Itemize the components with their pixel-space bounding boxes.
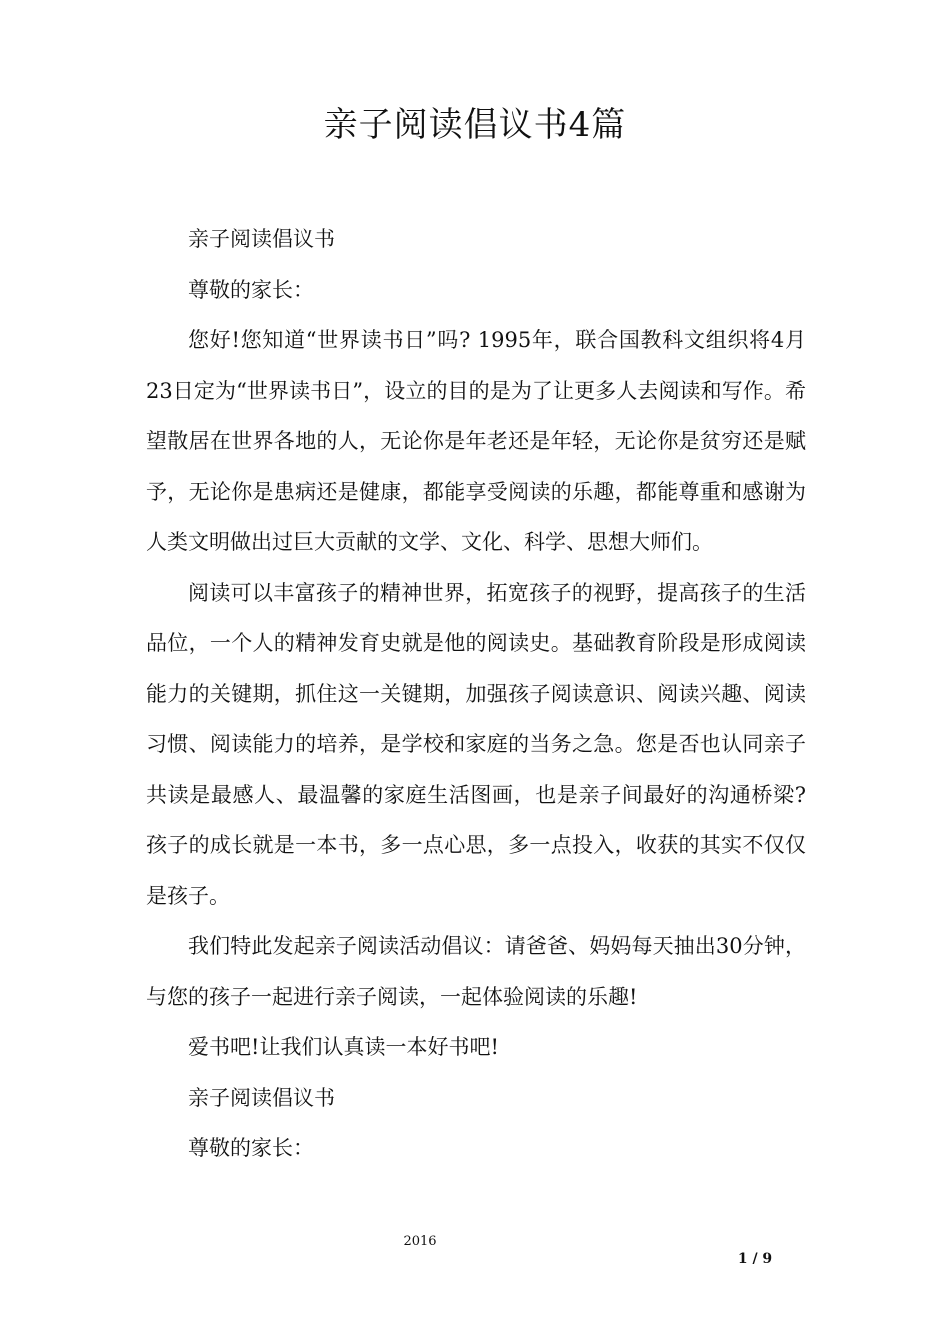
body-paragraph: 您好!您知道“世界读书日”吗? 1995年，联合国教科文组织将4月23日定为“世界读书日”，设立的目的是为了让更多人去阅读和写作。希望散居在世界各地的人，无论你是年老还是年轻，无论你是贫穷还是赋予，无论你是患病还是健康，都能享受阅读的乐趣，都能尊重和感谢为人类文明做出过巨大贡献的文学、文化、科学、思想大师们。 [146,328,806,554]
salutation: 尊敬的家长： [188,1136,314,1160]
body-paragraph: 我们特此发起亲子阅读活动倡议：请爸爸、妈妈每天抽出30分钟，与您的孩子一起进行亲子阅读，一起体验阅读的乐趣! [146,934,806,1009]
page-number: 1 / 9 [737,1251,773,1267]
salutation: 尊敬的家长： [188,277,314,302]
body-paragraph: 爱书吧!让我们认真读一本好书吧! [188,1035,499,1059]
section-heading: 亲子阅读倡议书 [188,227,335,251]
document-body [146,214,806,1174]
body-paragraph: 阅读可以丰富孩子的精神世界，拓宽孩子的视野，提高孩子的生活品位，一个人的精神发育史就是他的阅读史。基础教育阶段是形成阅读能力的关键期，抓住这一关键期，加强孩子阅读意识、阅读兴趣、阅读习惯、阅读能力的培养，是学校和家庭的当务之急。您是否也认同亲子共读是最感人、最温馨的家庭生活图画，也是亲子间最好的沟通桥梁?孩子的成长就是一本书，多一点心思，多一点投入，收获的其实不仅仅是孩子。 [146,580,806,908]
section-heading: 亲子阅读倡议书 [188,1085,335,1110]
footer-note: 2016 [403,1234,437,1249]
document-title: 亲子阅读倡议书4篇 [323,105,627,145]
